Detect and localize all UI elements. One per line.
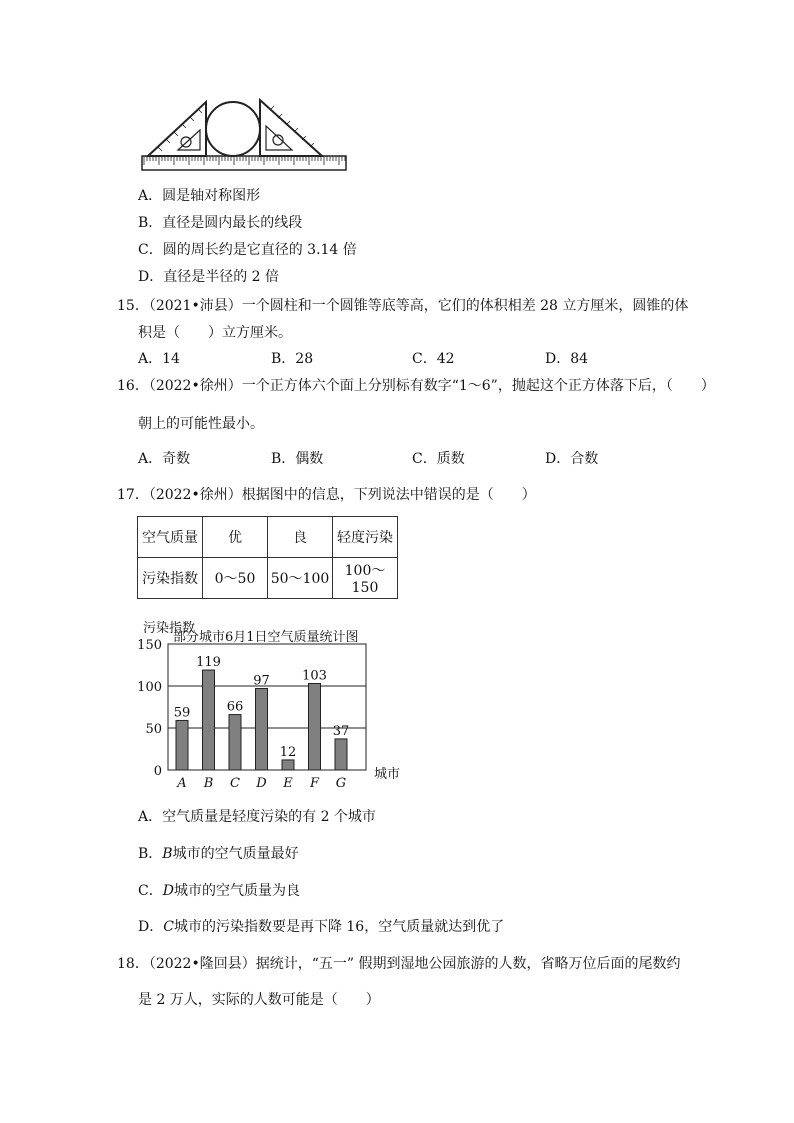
table-cell: 空气质量 [138, 517, 203, 558]
q15-option-a: A．14 [138, 351, 180, 367]
q14-figure [138, 96, 350, 174]
q17-option-b: B．B城市的空气质量最好 [138, 846, 299, 862]
bar-E [282, 760, 294, 770]
bar-G [335, 739, 347, 770]
x-axis-label: 城市 [374, 767, 401, 782]
q14-option-c: C．圆的周长约是它直径的 3.14 倍 [138, 242, 357, 258]
category-label-D: D [256, 776, 267, 791]
table-cell: 0～50 [203, 558, 268, 599]
table-cell: 污染指数 [138, 558, 203, 599]
value-label-G: 37 [332, 723, 350, 739]
chart-ylabel: 污染指数 [143, 621, 196, 636]
value-label-B: 119 [196, 655, 221, 671]
table-cell: 轻度污染 [333, 517, 398, 558]
table-row [138, 517, 398, 558]
circle [206, 102, 260, 156]
q16-stem-line2: 朝上的可能性最小。 [138, 416, 264, 432]
q15-stem-line1: 15．（2021•沛县）一个圆柱和一个圆锥等底等高，它们的体积相差 28 立方厘米，圆锥的体 [117, 298, 689, 314]
left-set-square [148, 102, 206, 156]
table-cell: 良 [268, 517, 333, 558]
q18-stem-line1: 18．（2022•隆回县）据统计，“五一” 假期到湿地公园旅游的人数，省略万位后面的尾数约 [117, 956, 681, 972]
q16-option-c: C．质数 [412, 451, 465, 467]
q16-stem-line1: 16．（2022•徐州）一个正方体六个面上分别标有数字“1～6”，抛起这个正方体落下后，（ ） [117, 378, 715, 394]
category-label-F: F [309, 776, 320, 791]
q15-option-d: D．84 [545, 351, 589, 367]
bar-D [256, 689, 268, 770]
q17-option-c: C．D城市的空气质量为良 [138, 883, 300, 899]
table-cell: 50～100 [268, 558, 333, 599]
q16-option-d: D．合数 [545, 451, 599, 467]
category-label-B: B [203, 776, 214, 791]
y-tick-label: 100 [137, 680, 162, 695]
table-cell: 优 [203, 517, 268, 558]
q15-stem-line2: 积是（ ）立方厘米。 [138, 325, 292, 341]
table-cell: 100～150 [333, 558, 398, 599]
q16-option-a: A．奇数 [138, 451, 191, 467]
y-tick-label: 0 [153, 764, 162, 779]
q18-stem-line2: 是 2 万人，实际的人数可能是（ ） [138, 992, 380, 1008]
value-label-A: 59 [173, 705, 191, 721]
bar-C [229, 715, 241, 770]
chart-title: 部分城市6月1日空气质量统计图 [173, 630, 359, 645]
value-label-D: 97 [253, 673, 270, 689]
q15-option-b: B．28 [271, 351, 314, 367]
q14-option-a: A．圆是轴对称图形 [138, 188, 261, 204]
category-label-G: G [335, 776, 347, 791]
category-label-C: C [230, 776, 240, 791]
right-set-square [260, 100, 322, 156]
y-tick-label: 50 [145, 722, 162, 737]
category-label-E: E [283, 776, 293, 791]
category-label-A: A [177, 776, 187, 791]
q14-option-d: D．直径是半径的 2 倍 [138, 269, 280, 285]
value-label-E: 12 [279, 744, 297, 760]
air-quality-table [137, 516, 398, 599]
q17-option-a: A．空气质量是轻度污染的有 2 个城市 [138, 809, 376, 825]
bar-F [309, 683, 321, 770]
q14-option-b: B．直径是圆内最长的线段 [138, 215, 303, 231]
y-tick-label: 150 [137, 638, 162, 653]
bar-A [176, 720, 188, 770]
q16-option-b: B．偶数 [271, 451, 324, 467]
value-label-C: 66 [226, 699, 244, 715]
table-row [138, 558, 398, 599]
q17-option-d: D．C城市的污染指数要是再下降 16，空气质量就达到优了 [138, 919, 505, 935]
air-quality-bar-chart [110, 624, 410, 794]
bar-B [203, 670, 215, 770]
q17-stem: 17．（2022•徐州）根据图中的信息，下列说法中错误的是（ ） [117, 487, 536, 503]
value-label-F: 103 [302, 668, 327, 684]
q15-option-c: C．42 [412, 351, 455, 367]
